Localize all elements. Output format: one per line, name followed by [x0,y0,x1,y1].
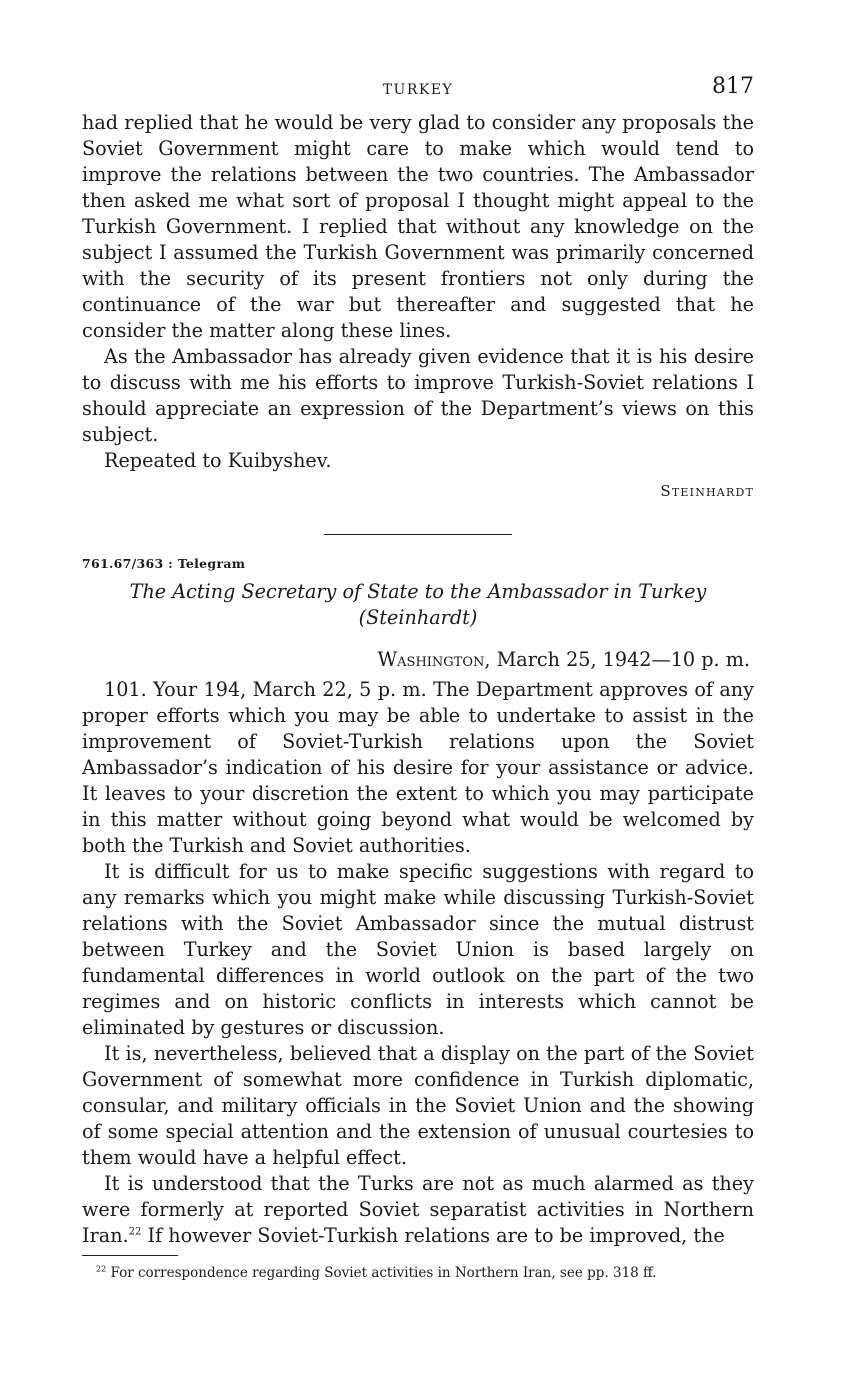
file-reference: 761.67/363 : Telegram [82,556,246,571]
body-paragraph: As the Ambassador has already given evidence that it is his desire to discuss with me his efforts to improve Turkish-Soviet relations I should appreciate an expression of the Department’s views on this subject. [82,345,754,446]
footnote-number: 22 [96,1264,107,1274]
body-paragraph-last [82,1171,754,1249]
running-head [82,74,754,110]
dateline-place: Washington, [377,648,491,671]
running-title: TURKEY [382,82,454,98]
footnote-divider [82,1255,178,1256]
signature: Steinhardt [660,482,754,500]
section-divider [324,534,512,535]
repeated-note: Repeated to Kuibyshev. [104,449,332,472]
continued-paragraph: had replied that he would be very glad to consider any proposals the Soviet Government might care to make which would tend to improve the relations between the two countries. The Ambassador then asked me what sort of proposal I thought might appeal to the Turkish Government. I replied that without any knowledge on the subject I assumed the Turkish Government was primarily concerned with the security of its present frontiers not only during the continuance of the war but thereafter and suggested that he consider the matter along these lines. [82,111,754,342]
footnote [82,1264,754,1283]
dateline-date: March 25, 1942—10 p. m. [496,648,750,671]
body-paragraph: It is, nevertheless, believed that a display on the part of the Soviet Government of somewhat more confidence in Turkish diplomatic, consular, and military officials in the Soviet Union and the showing of some special attention and the extension of unusual courtesies to them would have a helpful effect. [82,1042,754,1169]
dateline [82,647,754,673]
body-paragraph: It is difficult for us to make specific suggestions with regard to any remarks which you might make while discussing Turkish-Soviet relations with the Soviet Ambassador since the mutual distrust between Turkey and the Soviet Union is based largely on fundamental differences in world outlook on the part of the two regimes and on historic conflicts in interests which cannot be eliminated by gestures or discussion. [82,860,754,1039]
document-title [82,579,754,631]
body-paragraph: 101. Your 194, March 22, 5 p. m. The Department approves of any proper efforts which you may be able to undertake to assist in the improvement of Soviet-Turkish relations upon the Soviet Ambassador’s indication of his desire for your assistance or advice. It leaves to your discretion the extent to which you may participate in this matter without going beyond what would be welcomed by both the Turkish and Soviet authorities. [82,678,754,857]
paragraph-text: It is understood that the Turks are not as much alarmed as they were formerly at reported Soviet separatist activities in Northern Iran. [82,1172,754,1247]
document-title-line: (Steinhardt) [358,606,478,629]
document-page [82,74,754,1283]
footnote-reference: 22 [128,1226,142,1238]
document-title-line: The Acting Secretary of State to the Ambassador in Turkey [129,580,707,603]
paragraph-text: If however Soviet-Turkish relations are to be improved, the [141,1224,725,1247]
page-number: 817 [712,74,754,99]
footnote-text: For correspondence regarding Soviet activities in Northern Iran, see pp. 318 ff. [106,1265,657,1281]
